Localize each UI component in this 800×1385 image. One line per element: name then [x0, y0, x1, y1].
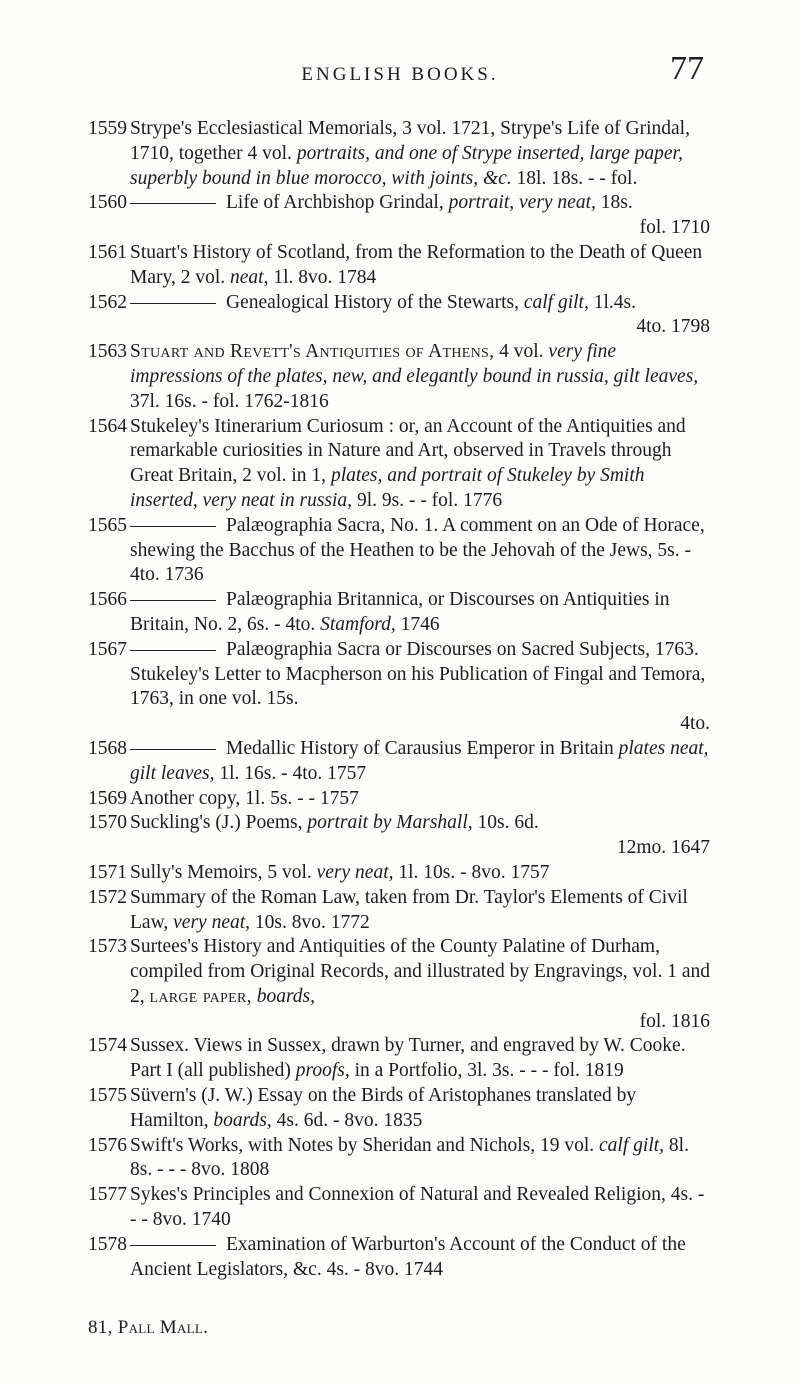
entry-text: 8l. 8s. - - - 8vo. 1808	[130, 1134, 689, 1181]
entry-text: very fine impressions of the plates, new, and elegantly bound in russia, gilt leaves,	[130, 341, 699, 387]
lot-number: 1564	[88, 415, 127, 437]
entry-description	[88, 340, 710, 414]
catalogue-entry	[88, 1034, 710, 1084]
entry-text: very neat,	[173, 911, 251, 933]
entry-text: plates, and portrait of Stukeley by Smith inserted, very neat in russia,	[130, 465, 645, 511]
entry-text: portrait, very neat,	[448, 192, 596, 214]
entry-text: Medallic History of Carausius Emperor in Britain	[226, 737, 619, 759]
entry-text: 10s. 6d.	[472, 812, 539, 834]
imprint: 4to.	[680, 713, 710, 735]
entry-text: 37l. 16s. - fol. 1762-1816	[130, 390, 329, 412]
catalogue-entry	[88, 340, 710, 414]
entry-text: Examination of Warburton's Account of the Conduct of the Ancient Legislators, &c. 4s. - 8vo. 1744	[130, 1233, 686, 1280]
catalogue-entry	[88, 935, 710, 1034]
entry-text: portrait by Marshall,	[307, 812, 473, 834]
entry-description	[88, 1134, 710, 1184]
catalogue-entry	[88, 117, 710, 191]
imprint: 12mo. 1647	[616, 837, 710, 859]
ditto-rule	[130, 749, 216, 750]
entry-text: 4 vol.	[494, 341, 549, 363]
entry-description	[88, 1034, 710, 1084]
entry-text: Surtees's History and Antiquities of the County Palatine of Durham, compiled from Original Records, and illustrated by Engravings, vol. 1 and 2,	[130, 936, 711, 1007]
entry-description	[88, 1233, 710, 1283]
entry-text: Sully's Memoirs, 5 vol.	[130, 861, 317, 883]
lot-number: 1565	[88, 514, 127, 536]
lot-number: 1563	[88, 341, 127, 363]
entry-text: Strype's Ecclesiastical Memorials, 3 vol. 1721, Strype's Life of Grindal, 1710, together 4 vol.	[130, 118, 690, 164]
catalogue-entry	[88, 241, 710, 291]
lot-number: 1577	[88, 1184, 127, 1206]
catalogue-entry	[88, 291, 710, 341]
entry-description	[88, 638, 710, 737]
entry-text: Palæographia Sacra or Discourses on Sacred Subjects, 1763. Stukeley's Letter to Macpherson on his Publication of Fingal and Temora, 1763, in one vol. 15s.	[130, 638, 706, 710]
entry-description	[88, 415, 710, 514]
lot-number: 1573	[88, 936, 127, 958]
entry-description	[88, 241, 710, 291]
lot-number: 1567	[88, 638, 127, 660]
entry-description	[88, 291, 710, 341]
entry-text: 1l. 8vo. 1784	[268, 266, 377, 288]
entry-text: 1l. 16s. - 4to. 1757	[214, 762, 367, 784]
entry-text: Sykes's Principles and Connexion of Natural and Revealed Religion, 4s. - - - 8vo. 1740	[130, 1184, 705, 1231]
entry-description	[88, 1183, 710, 1233]
entry-text: 9l. 9s. - - fol. 1776	[352, 489, 503, 511]
ditto-rule	[130, 303, 216, 304]
ditto-rule	[130, 650, 216, 651]
entry-list	[88, 117, 710, 1282]
entry-text: Süvern's (J. W.) Essay on the Birds of Aristophanes translated by Hamilton,	[130, 1085, 637, 1131]
entry-text: Life of Archbishop Grindal,	[226, 192, 449, 214]
entry-description	[88, 117, 710, 191]
entry-text: 1746	[395, 613, 440, 635]
entry-text: Genealogical History of the Stewarts,	[226, 291, 524, 313]
entry-text: calf gilt,	[599, 1134, 665, 1156]
catalogue-entry	[88, 1084, 710, 1134]
ditto-rule	[130, 1245, 216, 1246]
lot-number: 1571	[88, 861, 127, 883]
entry-description	[88, 737, 710, 787]
entry-description	[88, 787, 710, 812]
lot-number: 1561	[88, 241, 127, 263]
imprint: fol. 1710	[639, 217, 710, 239]
entry-text: 4s. 6d. - 8vo. 1835	[271, 1109, 423, 1131]
entry-text: Stukeley's Itinerarium Curiosum : or, an Account of the Antiquities and remarkable curiosities in Nature and Art, observed in Travels through Great Britain, 2 vol. in 1,	[130, 415, 686, 487]
page-header	[90, 50, 710, 110]
lot-number: 1575	[88, 1085, 127, 1107]
lot-number: 1578	[88, 1233, 127, 1255]
entry-text: very neat,	[316, 861, 394, 883]
catalogue-entry	[88, 861, 710, 886]
entry-description	[88, 1084, 710, 1134]
entry-text: plates neat, gilt leaves,	[130, 737, 709, 784]
entry-text: Stuart's History of Scotland, from the Reformation to the Death of Queen Mary, 2 vol.	[130, 241, 703, 288]
entry-text: Another copy, 1l. 5s. - - 1757	[130, 787, 359, 809]
ditto-rule	[130, 203, 216, 204]
catalogue-entry	[88, 514, 710, 588]
catalogue-entry	[88, 787, 710, 812]
entry-text: boards,	[213, 1109, 272, 1131]
entry-description	[88, 588, 710, 638]
lot-number: 1576	[88, 1134, 127, 1156]
entry-description	[88, 811, 710, 861]
page-number: 77	[670, 50, 704, 87]
entry-text: Sussex. Views in Sussex, drawn by Turner, and engraved by W. Cooke. Part I (all published)	[130, 1035, 686, 1082]
lot-number: 1566	[88, 589, 127, 611]
entry-text: in a Portfolio, 3l. 3s. - - - fol. 1819	[349, 1060, 624, 1082]
lot-number: 1562	[88, 291, 127, 313]
catalogue-entry	[88, 588, 710, 638]
catalogue-entry	[88, 737, 710, 787]
entry-text: Summary of the Roman Law, taken from Dr. Taylor's Elements of Civil Law,	[130, 886, 688, 933]
catalogue-entry	[88, 1233, 710, 1283]
entry-text: 10s. 8vo. 1772	[250, 911, 370, 933]
catalogue-entry	[88, 1134, 710, 1184]
lot-number: 1569	[88, 787, 127, 809]
lot-number: 1559	[88, 118, 127, 139]
entry-text: large paper,	[149, 985, 252, 1007]
entry-text: Palæographia Sacra, No. 1. A comment on an Ode of Horace, shewing the Bacchus of the Heathen to be the Jehovah of the Jews, 5s. - 4to. 1736	[130, 514, 705, 586]
entry-description	[88, 935, 710, 1034]
imprint: 4to. 1798	[636, 316, 710, 338]
catalogue-entry	[88, 886, 710, 936]
lot-number: 1560	[88, 192, 127, 214]
ditto-rule	[130, 600, 216, 601]
catalogue-entry	[88, 415, 710, 514]
catalogue-entry	[88, 191, 710, 241]
entry-text: calf gilt,	[523, 291, 589, 313]
entry-text: Suckling's (J.) Poems,	[130, 812, 308, 834]
entry-text: Stamford,	[320, 613, 396, 635]
entry-text: boards,	[256, 985, 316, 1007]
entry-text: 18l. 18s. - - fol.	[511, 167, 638, 189]
catalogue-entry	[88, 638, 710, 737]
entry-text: neat,	[230, 266, 269, 288]
entry-text: Palæographia Britannica, or Discourses on Antiquities in Britain, No. 2, 6s. - 4to.	[130, 589, 670, 635]
lot-number: 1574	[88, 1035, 127, 1057]
entry-description	[88, 514, 710, 588]
imprint: fol. 1816	[639, 1010, 710, 1032]
footer-address: 81, Pall Mall.	[88, 1317, 209, 1338]
entry-text: Swift's Works, with Notes by Sheridan and Nichols, 19 vol.	[130, 1134, 600, 1156]
entry-text: proofs,	[295, 1060, 350, 1082]
running-head: ENGLISH BOOKS.	[301, 64, 499, 85]
lot-number: 1572	[88, 886, 127, 908]
entry-description	[88, 861, 710, 886]
lot-number: 1570	[88, 812, 127, 834]
entry-text: 1l. 10s. - 8vo. 1757	[393, 861, 550, 883]
entry-text: Stuart and Revett's Antiquities of Athens,	[130, 341, 495, 363]
ditto-rule	[130, 526, 216, 527]
lot-number: 1568	[88, 737, 127, 759]
catalogue-entry	[88, 811, 710, 861]
entry-text: portraits, and one of Strype inserted, large paper, superbly bound in blue morocco, with joints, &c.	[130, 142, 683, 189]
entry-text: 18s.	[595, 192, 633, 214]
entry-description	[88, 886, 710, 936]
entry-text: 1l.4s.	[588, 291, 636, 313]
catalogue-entry	[88, 1183, 710, 1233]
entry-description	[88, 191, 710, 241]
